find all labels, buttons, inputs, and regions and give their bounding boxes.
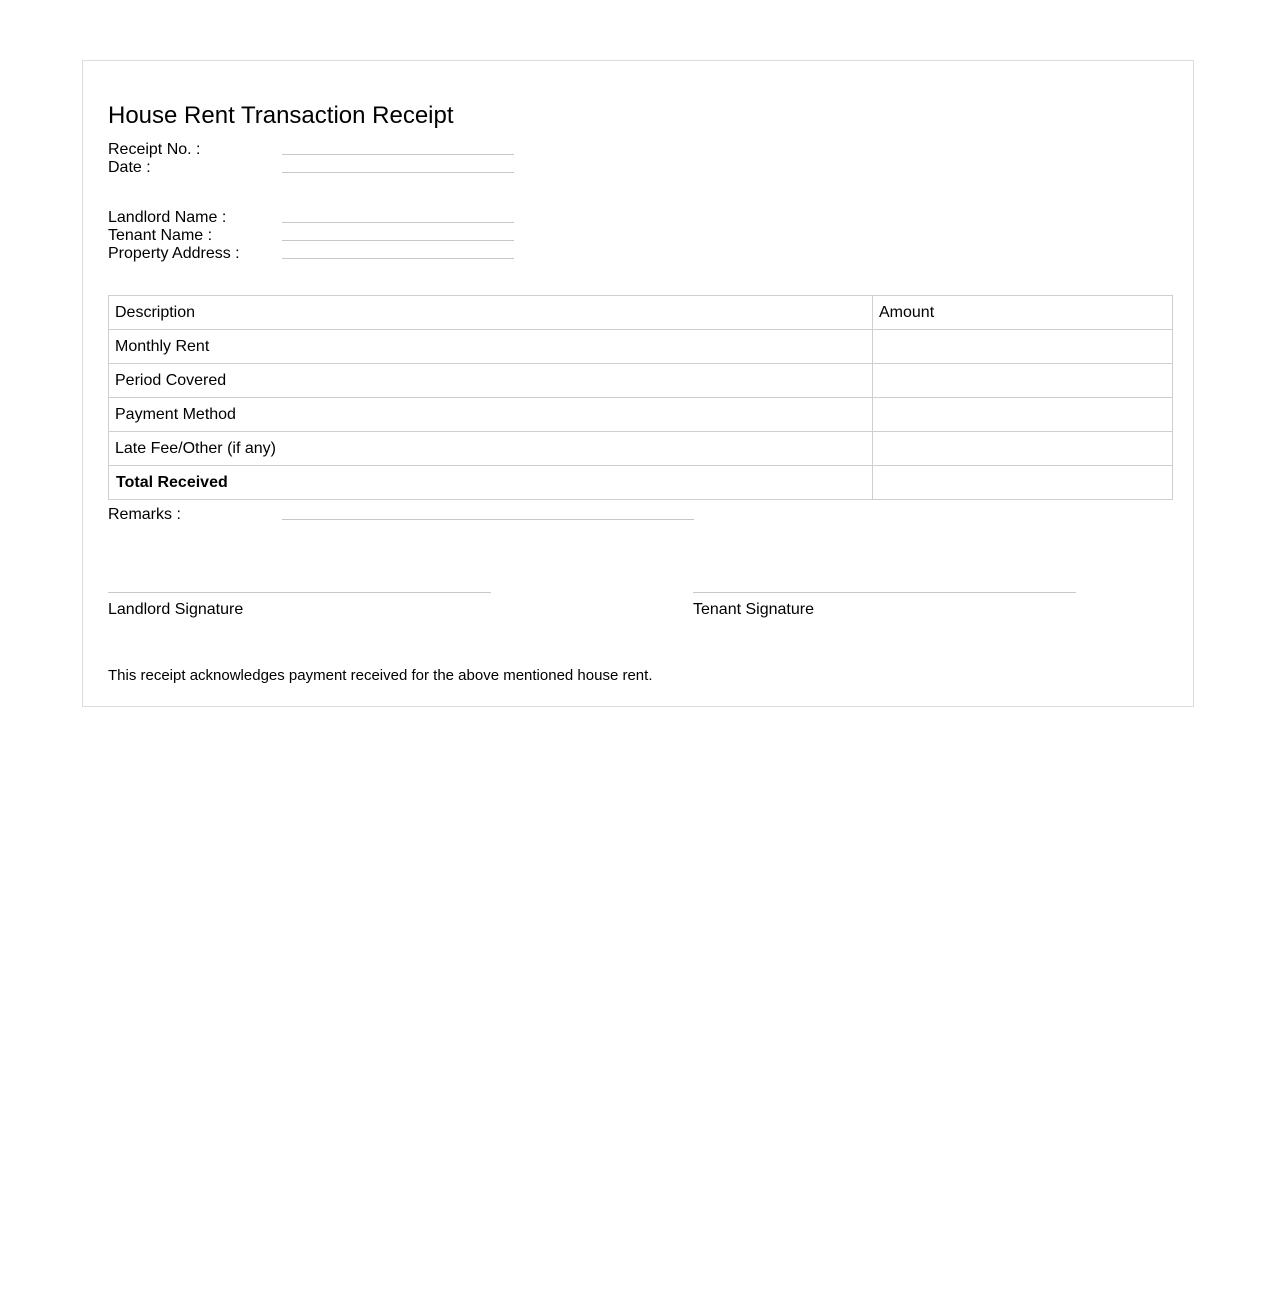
row-description: Monthly Rent: [109, 330, 873, 364]
property-address-row: [108, 245, 518, 263]
row-amount[interactable]: [873, 432, 1173, 466]
remarks-row: [108, 506, 728, 524]
remarks-field[interactable]: [282, 519, 694, 520]
date-label: Date :: [108, 159, 151, 176]
row-description: Period Covered: [109, 364, 873, 398]
receipt-no-row: [108, 141, 518, 159]
landlord-signature-label: Landlord Signature: [108, 601, 244, 618]
table-header-row: [109, 296, 1173, 330]
receipt-no-field[interactable]: [282, 154, 514, 155]
tenant-signature-label: Tenant Signature: [693, 601, 814, 618]
row-description: Late Fee/Other (if any): [109, 432, 873, 466]
rent-table: [108, 295, 1173, 500]
tenant-signature-line[interactable]: [693, 592, 1076, 593]
property-address-label: Property Address :: [108, 245, 240, 262]
receipt-title: House Rent Transaction Receipt: [108, 102, 454, 129]
landlord-signature-line[interactable]: [108, 592, 491, 593]
landlord-name-field[interactable]: [282, 222, 514, 223]
row-amount[interactable]: [873, 398, 1173, 432]
landlord-name-row: [108, 209, 518, 227]
table-row: [109, 398, 1173, 432]
receipt-card: [82, 60, 1194, 707]
table-row: [109, 330, 1173, 364]
footer-note: This receipt acknowledges payment received for the above mentioned house rent.: [108, 667, 653, 684]
tenant-name-row: [108, 227, 518, 245]
date-row: [108, 159, 518, 177]
property-address-field[interactable]: [282, 258, 514, 259]
landlord-name-label: Landlord Name :: [108, 209, 227, 226]
tenant-name-label: Tenant Name :: [108, 227, 213, 244]
table-row: [109, 364, 1173, 398]
header-description: Description: [109, 296, 873, 330]
row-amount[interactable]: [873, 364, 1173, 398]
date-field[interactable]: [282, 172, 514, 173]
tenant-name-field[interactable]: [282, 240, 514, 241]
remarks-label: Remarks :: [108, 506, 181, 523]
total-received-amount[interactable]: [873, 466, 1173, 500]
row-description: Payment Method: [109, 398, 873, 432]
receipt-no-label: Receipt No. :: [108, 141, 201, 158]
header-amount: Amount: [873, 296, 1173, 330]
row-amount[interactable]: [873, 330, 1173, 364]
table-total-row: [109, 466, 1173, 500]
total-received-label: Total Received: [109, 466, 873, 500]
table-row: [109, 432, 1173, 466]
